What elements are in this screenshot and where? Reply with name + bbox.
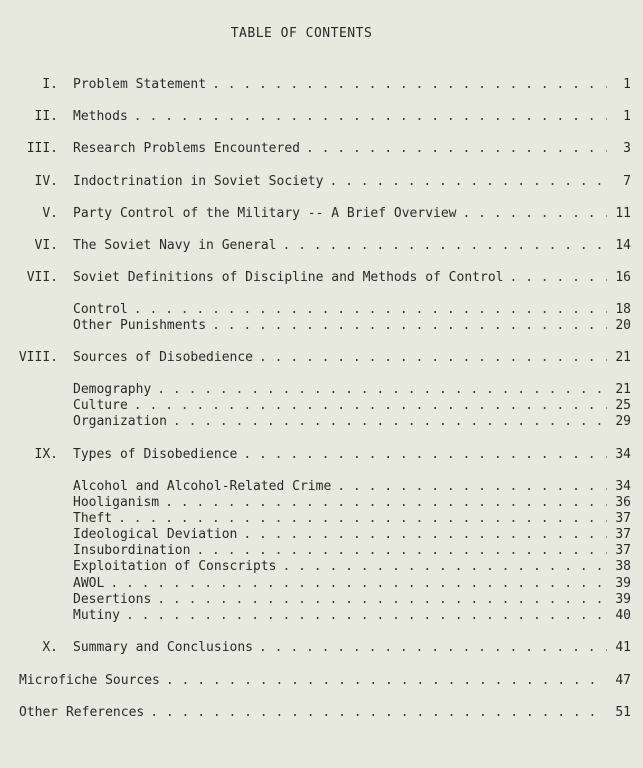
entry-title: Exploitation of Conscripts — [73, 559, 277, 574]
toc-entry — [0, 446, 643, 464]
page-number: 37 — [615, 527, 631, 542]
page-number: 40 — [615, 608, 631, 623]
dot-leader — [126, 607, 607, 625]
toc-subentry — [0, 558, 643, 576]
page-number: 20 — [615, 318, 631, 333]
entry-title: Other References — [19, 705, 145, 720]
toc-entry — [0, 76, 643, 94]
toc-entry — [0, 108, 643, 126]
entry-title: Indoctrination in Soviet Society — [73, 174, 324, 189]
page-number: 37 — [615, 543, 631, 558]
entry-title: Mutiny — [73, 608, 120, 623]
section-number: VI. — [34, 238, 58, 253]
dot-leader — [329, 173, 607, 191]
entry-title: Organization — [73, 414, 167, 429]
toc-entry — [0, 140, 643, 158]
toc-entry — [0, 205, 643, 223]
entry-title: Microfiche Sources — [19, 673, 160, 688]
dot-leader — [243, 446, 607, 464]
dot-leader — [283, 558, 608, 576]
page-number: 21 — [615, 350, 631, 365]
dot-leader — [463, 205, 607, 223]
section-number: III. — [26, 141, 58, 156]
page-number: 41 — [615, 640, 631, 655]
entry-title: Types of Disobedience — [73, 447, 238, 462]
section-number: IV. — [34, 174, 58, 189]
dot-leader — [259, 349, 607, 367]
toc-entry — [0, 173, 643, 191]
page-number: 11 — [615, 206, 631, 221]
section-number: VII. — [26, 270, 58, 285]
entry-title: Methods — [73, 109, 128, 124]
section-number: V. — [42, 206, 58, 221]
section-number: X. — [42, 640, 58, 655]
dot-leader — [306, 140, 607, 158]
page-number: 34 — [615, 479, 631, 494]
toc-subentry — [0, 607, 643, 625]
toc-entry — [0, 237, 643, 255]
page-number: 7 — [623, 174, 631, 189]
entry-title: Theft — [73, 511, 113, 526]
entry-title: Summary and Conclusions — [73, 640, 254, 655]
entry-title: Hooliganism — [73, 495, 160, 510]
page-number: 21 — [615, 382, 631, 397]
entry-title: Problem Statement — [73, 77, 207, 92]
entry-title: Control — [73, 302, 128, 317]
page-number: 16 — [615, 270, 631, 285]
toc-entry — [0, 269, 643, 287]
toc-entry — [0, 349, 643, 367]
dot-leader — [212, 76, 607, 94]
page-number: 34 — [615, 447, 631, 462]
entry-title: Demography — [73, 382, 152, 397]
dot-leader — [166, 672, 607, 690]
toc-subentry — [0, 317, 643, 335]
section-number: VIII. — [18, 350, 58, 365]
entry-title: Sources of Disobedience — [73, 350, 254, 365]
page-number: 1 — [623, 109, 631, 124]
entry-title: AWOL — [73, 576, 105, 591]
page-number: 14 — [615, 238, 631, 253]
page-number: 39 — [615, 576, 631, 591]
toc-entry — [0, 639, 643, 657]
toc-entry-appendix — [0, 704, 643, 722]
page-number: 3 — [623, 141, 631, 156]
toc-entry-appendix — [0, 672, 643, 690]
page-number: 18 — [615, 302, 631, 317]
page-number: 39 — [615, 592, 631, 607]
section-number: IX. — [34, 447, 58, 462]
entry-title: Culture — [73, 398, 128, 413]
dot-leader — [134, 108, 607, 126]
entry-title: Desertions — [73, 592, 152, 607]
entry-title: The Soviet Navy in General — [73, 238, 277, 253]
page-number: 51 — [615, 705, 631, 720]
section-number: II. — [34, 109, 58, 124]
dot-leader — [150, 704, 607, 722]
page-title: TABLE OF CONTENTS — [230, 26, 373, 41]
toc-subentry — [0, 413, 643, 431]
dot-leader — [509, 269, 607, 287]
dot-leader — [212, 317, 607, 335]
dot-leader — [173, 413, 607, 431]
page-number: 36 — [615, 495, 631, 510]
entry-title: Ideological Deviation — [73, 527, 238, 542]
page-number: 25 — [615, 398, 631, 413]
page-number: 37 — [615, 511, 631, 526]
page-number: 1 — [623, 77, 631, 92]
entry-title: Soviet Definitions of Discipline and Methods of Control — [73, 270, 504, 285]
entry-title: Other Punishments — [73, 318, 207, 333]
page-number: 29 — [615, 414, 631, 429]
entry-title: Research Problems Encountered — [73, 141, 300, 156]
dot-leader — [259, 639, 607, 657]
entry-title: Insubordination — [73, 543, 191, 558]
dot-leader — [283, 237, 608, 255]
entry-title: Alcohol and Alcohol-Related Crime — [73, 479, 332, 494]
page-number: 38 — [615, 559, 631, 574]
page-number: 47 — [615, 673, 631, 688]
entry-title: Party Control of the Military -- A Brief Overview — [73, 206, 457, 221]
section-number: I. — [42, 77, 58, 92]
